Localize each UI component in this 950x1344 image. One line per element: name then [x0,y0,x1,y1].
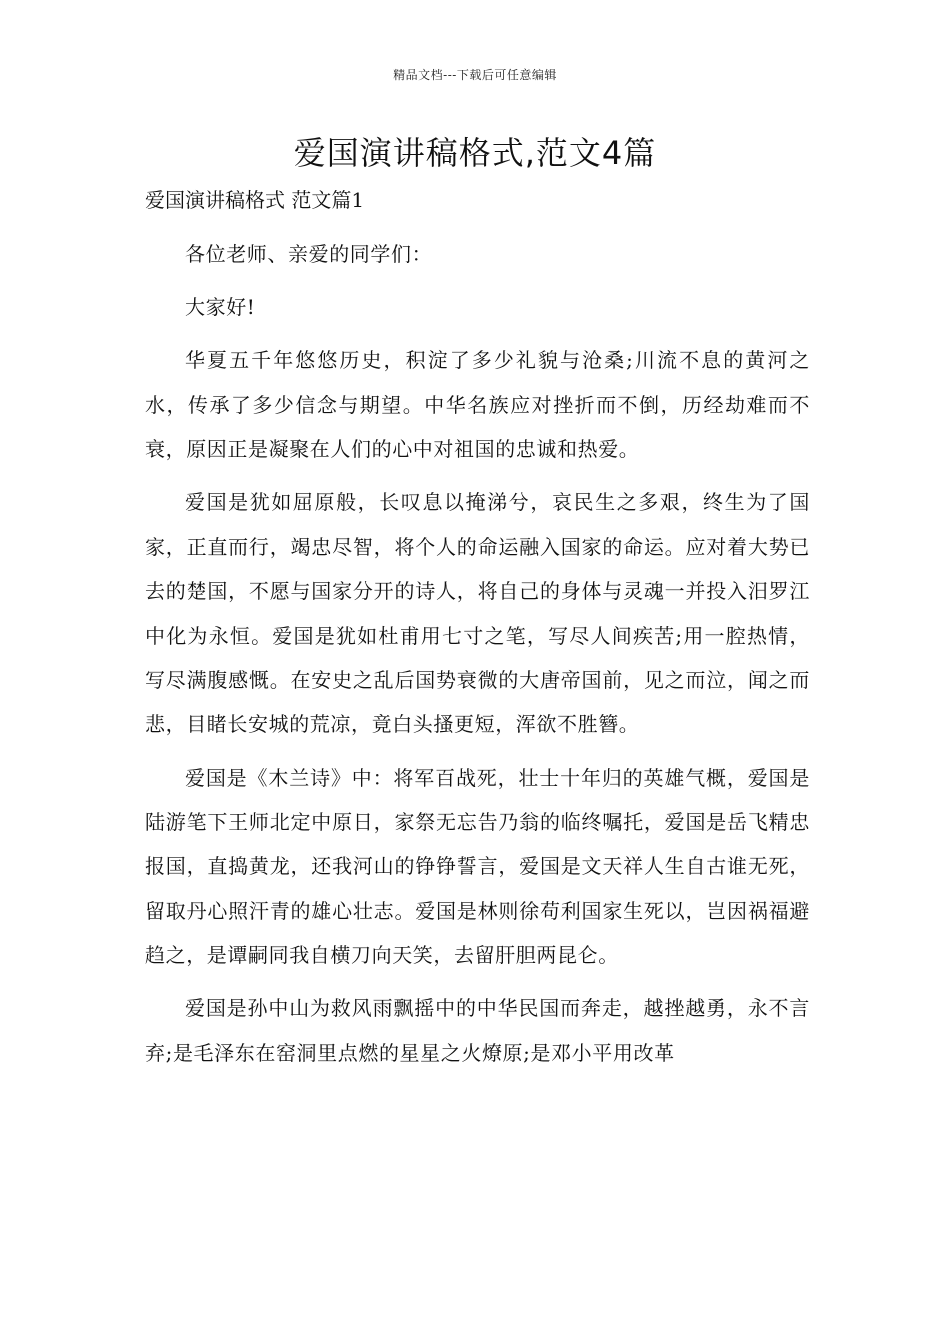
document-title: 爱国演讲稿格式,范文4篇 [293,134,657,172]
section-subtitle: 爱国演讲稿格式 范文篇1 [145,188,365,212]
header-note: 精品文档---下载后可任意编辑 [393,68,557,82]
paragraph-modern: 爱国是孙中山为救风雨飘摇中的中华民国而奔走，越挫越勇，永不言弃;是毛泽东在窑洞里点燃的星星之火燎原;是邓小平用改革 [145,996,810,1065]
paragraph-hello: 大家好! [185,295,256,320]
body-text [145,232,810,1084]
paragraph-quyuan-dufu: 爱国是犹如屈原般，长叹息以掩涕兮，哀民生之多艰，终生为了国家，正直而行，竭忠尽智，将个人的命运融入国家的命运。应对着大势已去的楚国，不愿与国家分开的诗人，将自己的身体与灵魂一并投入汨罗江中化为永恒。爱国是犹如杜甫用七寸之笔，写尽人间疾苦;用一腔热情，写尽满腹感慨。在安史之乱后国势衰微的大唐帝国前，见之而泣，闻之而悲，目睹长安城的荒凉，竟白头搔更短，浑欲不胜簪。 [145,490,810,737]
paragraph-heroes: 爱国是《木兰诗》中：将军百战死，壮士十年归的英雄气概，爱国是陆游笔下王师北定中原日，家祭无忘告乃翁的临终嘱托，爱国是岳飞精忠报国，直捣黄龙，还我河山的铮铮誓言，爱国是文天祥人生自古谁无死，留取丹心照汗青的雄心壮志。爱国是林则徐苟利国家生死以，岂因祸福避趋之，是谭嗣同我自横刀向天笑，去留肝胆两昆仑。 [145,765,810,968]
paragraph-greeting: 各位老师、亲爱的同学们： [185,242,433,266]
paragraph-history: 华夏五千年悠悠历史，积淀了多少礼貌与沧桑;川流不息的黄河之水，传承了多少信念与期望。中华名族应对挫折而不倒，历经劫难而不衰，原因正是凝聚在人们的心中对祖国的忠诚和热爱。 [145,348,810,462]
